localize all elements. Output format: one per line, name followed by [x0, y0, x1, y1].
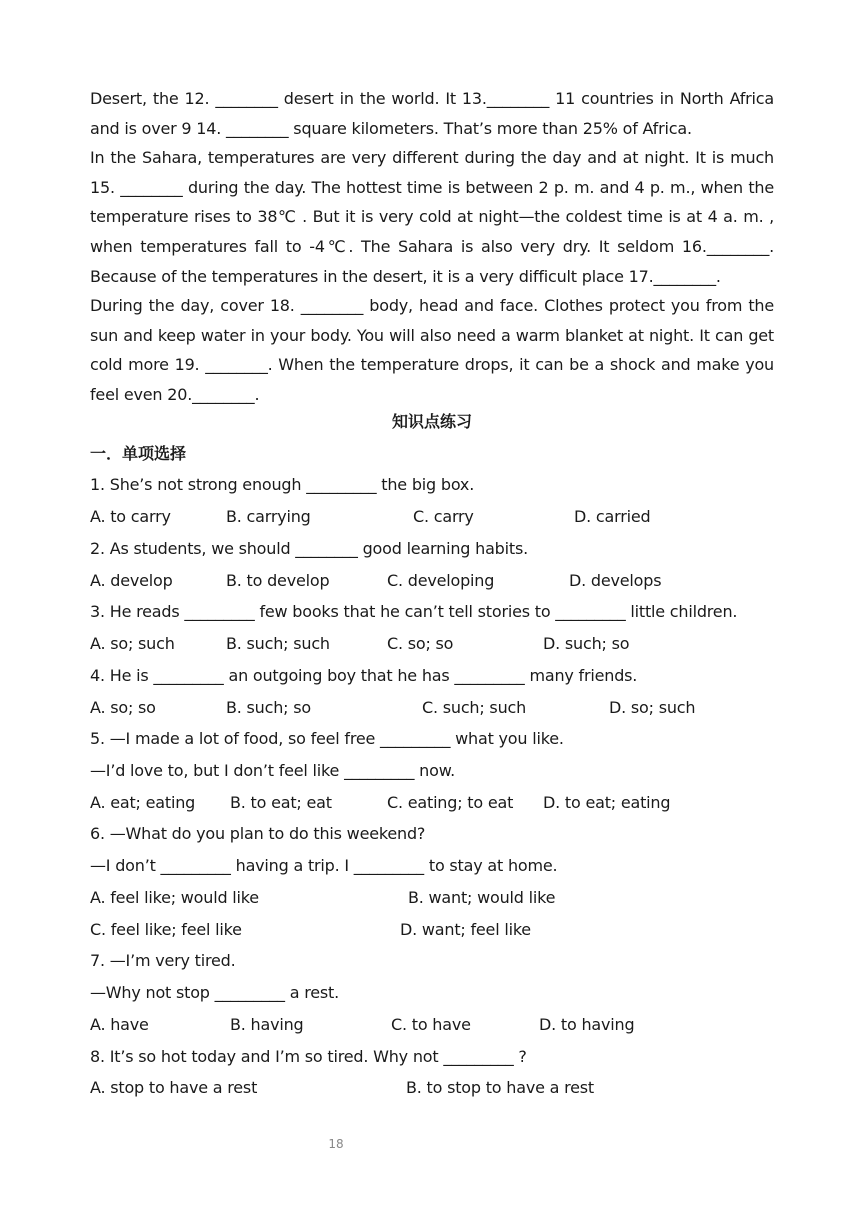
option-d: D. to having: [539, 1015, 635, 1034]
question-stem: 2. As students, we should ________ good learning habits.: [90, 539, 528, 558]
reading-passage: [90, 84, 774, 410]
option-d: D. so; such: [609, 698, 696, 717]
option-a: A. feel like; would like: [90, 888, 259, 907]
practice-heading: 知识点练习: [391, 412, 472, 431]
option-b: B. carrying: [226, 507, 311, 526]
option-a: A. eat; eating: [90, 793, 196, 812]
option-a: A. so; so: [90, 698, 156, 717]
question-stem: 8. It’s so hot today and I’m so tired. Why not _________ ?: [90, 1047, 527, 1066]
option-b: B. to develop: [226, 571, 330, 590]
option-d: D. to eat; eating: [543, 793, 671, 812]
question-stem: 6. —What do you plan to do this weekend?: [90, 824, 426, 843]
page-number: 18: [328, 1137, 344, 1151]
option-d: D. want; feel like: [400, 920, 531, 939]
option-d: D. develops: [569, 571, 662, 590]
option-a: A. stop to have a rest: [90, 1078, 258, 1097]
option-b: B. such; so: [226, 698, 311, 717]
option-c: C. so; so: [387, 634, 454, 653]
question-stem-reply: —I’d love to, but I don’t feel like _________ now.: [90, 761, 455, 780]
option-d: D. carried: [574, 507, 651, 526]
question-stem-reply: —Why not stop _________ a rest.: [90, 983, 339, 1002]
option-c: C. such; such: [422, 698, 527, 717]
passage-paragraph: In the Sahara, temperatures are very different during the day and at night. It is much 15. ________ during the day. The hottest time is between 2 p. m. and 4 p. m., when the temperature rises to 38℃ . But it is very cold at night—the coldest time is at 4 a. m. , when temperatures fall to -4℃. The Sahara is also very dry. It seldom 16.________. Because of the temperatures in the desert, it is a very difficult place 17.________.: [90, 148, 774, 286]
question-stem-reply: —I don’t _________ having a trip. I _________ to stay at home.: [90, 856, 558, 875]
option-c: C. eating; to eat: [387, 793, 514, 812]
option-b: B. such; such: [226, 634, 330, 653]
passage-paragraph: Desert, the 12. ________ desert in the world. It 13.________ 11 countries in North Africa and is over 9 14. ________ square kilometers. That’s more than 25% of Africa.: [90, 89, 774, 138]
option-c: C. developing: [387, 571, 495, 590]
question-stem: 1. She’s not strong enough _________ the big box.: [90, 475, 475, 494]
option-b: B. to eat; eat: [230, 793, 332, 812]
option-b: B. want; would like: [408, 888, 556, 907]
question-stem: 3. He reads _________ few books that he can’t tell stories to _________ little children.: [90, 602, 738, 621]
option-a: A. so; such: [90, 634, 175, 653]
question-stem: 5. —I made a lot of food, so feel free _________ what you like.: [90, 729, 564, 748]
option-a: A. develop: [90, 571, 173, 590]
option-d: D. such; so: [543, 634, 630, 653]
option-c: C. feel like; feel like: [90, 920, 242, 939]
option-b: B. having: [230, 1015, 304, 1034]
passage-paragraph: During the day, cover 18. ________ body, head and face. Clothes protect you from the sun and keep water in your body. You will also need a warm blanket at night. It can get cold more 19. ________. When the temperature drops, it can be a shock and make you feel even 20.________.: [90, 296, 774, 404]
option-a: A. to carry: [90, 507, 171, 526]
option-a: A. have: [90, 1015, 149, 1034]
option-b: B. to stop to have a rest: [406, 1078, 595, 1097]
question-stem: 7. —I’m very tired.: [90, 951, 236, 970]
option-c: C. carry: [413, 507, 474, 526]
section-title: 一．单项选择: [90, 444, 187, 463]
question-stem: 4. He is _________ an outgoing boy that he has _________ many friends.: [90, 666, 638, 685]
option-c: C. to have: [391, 1015, 471, 1034]
